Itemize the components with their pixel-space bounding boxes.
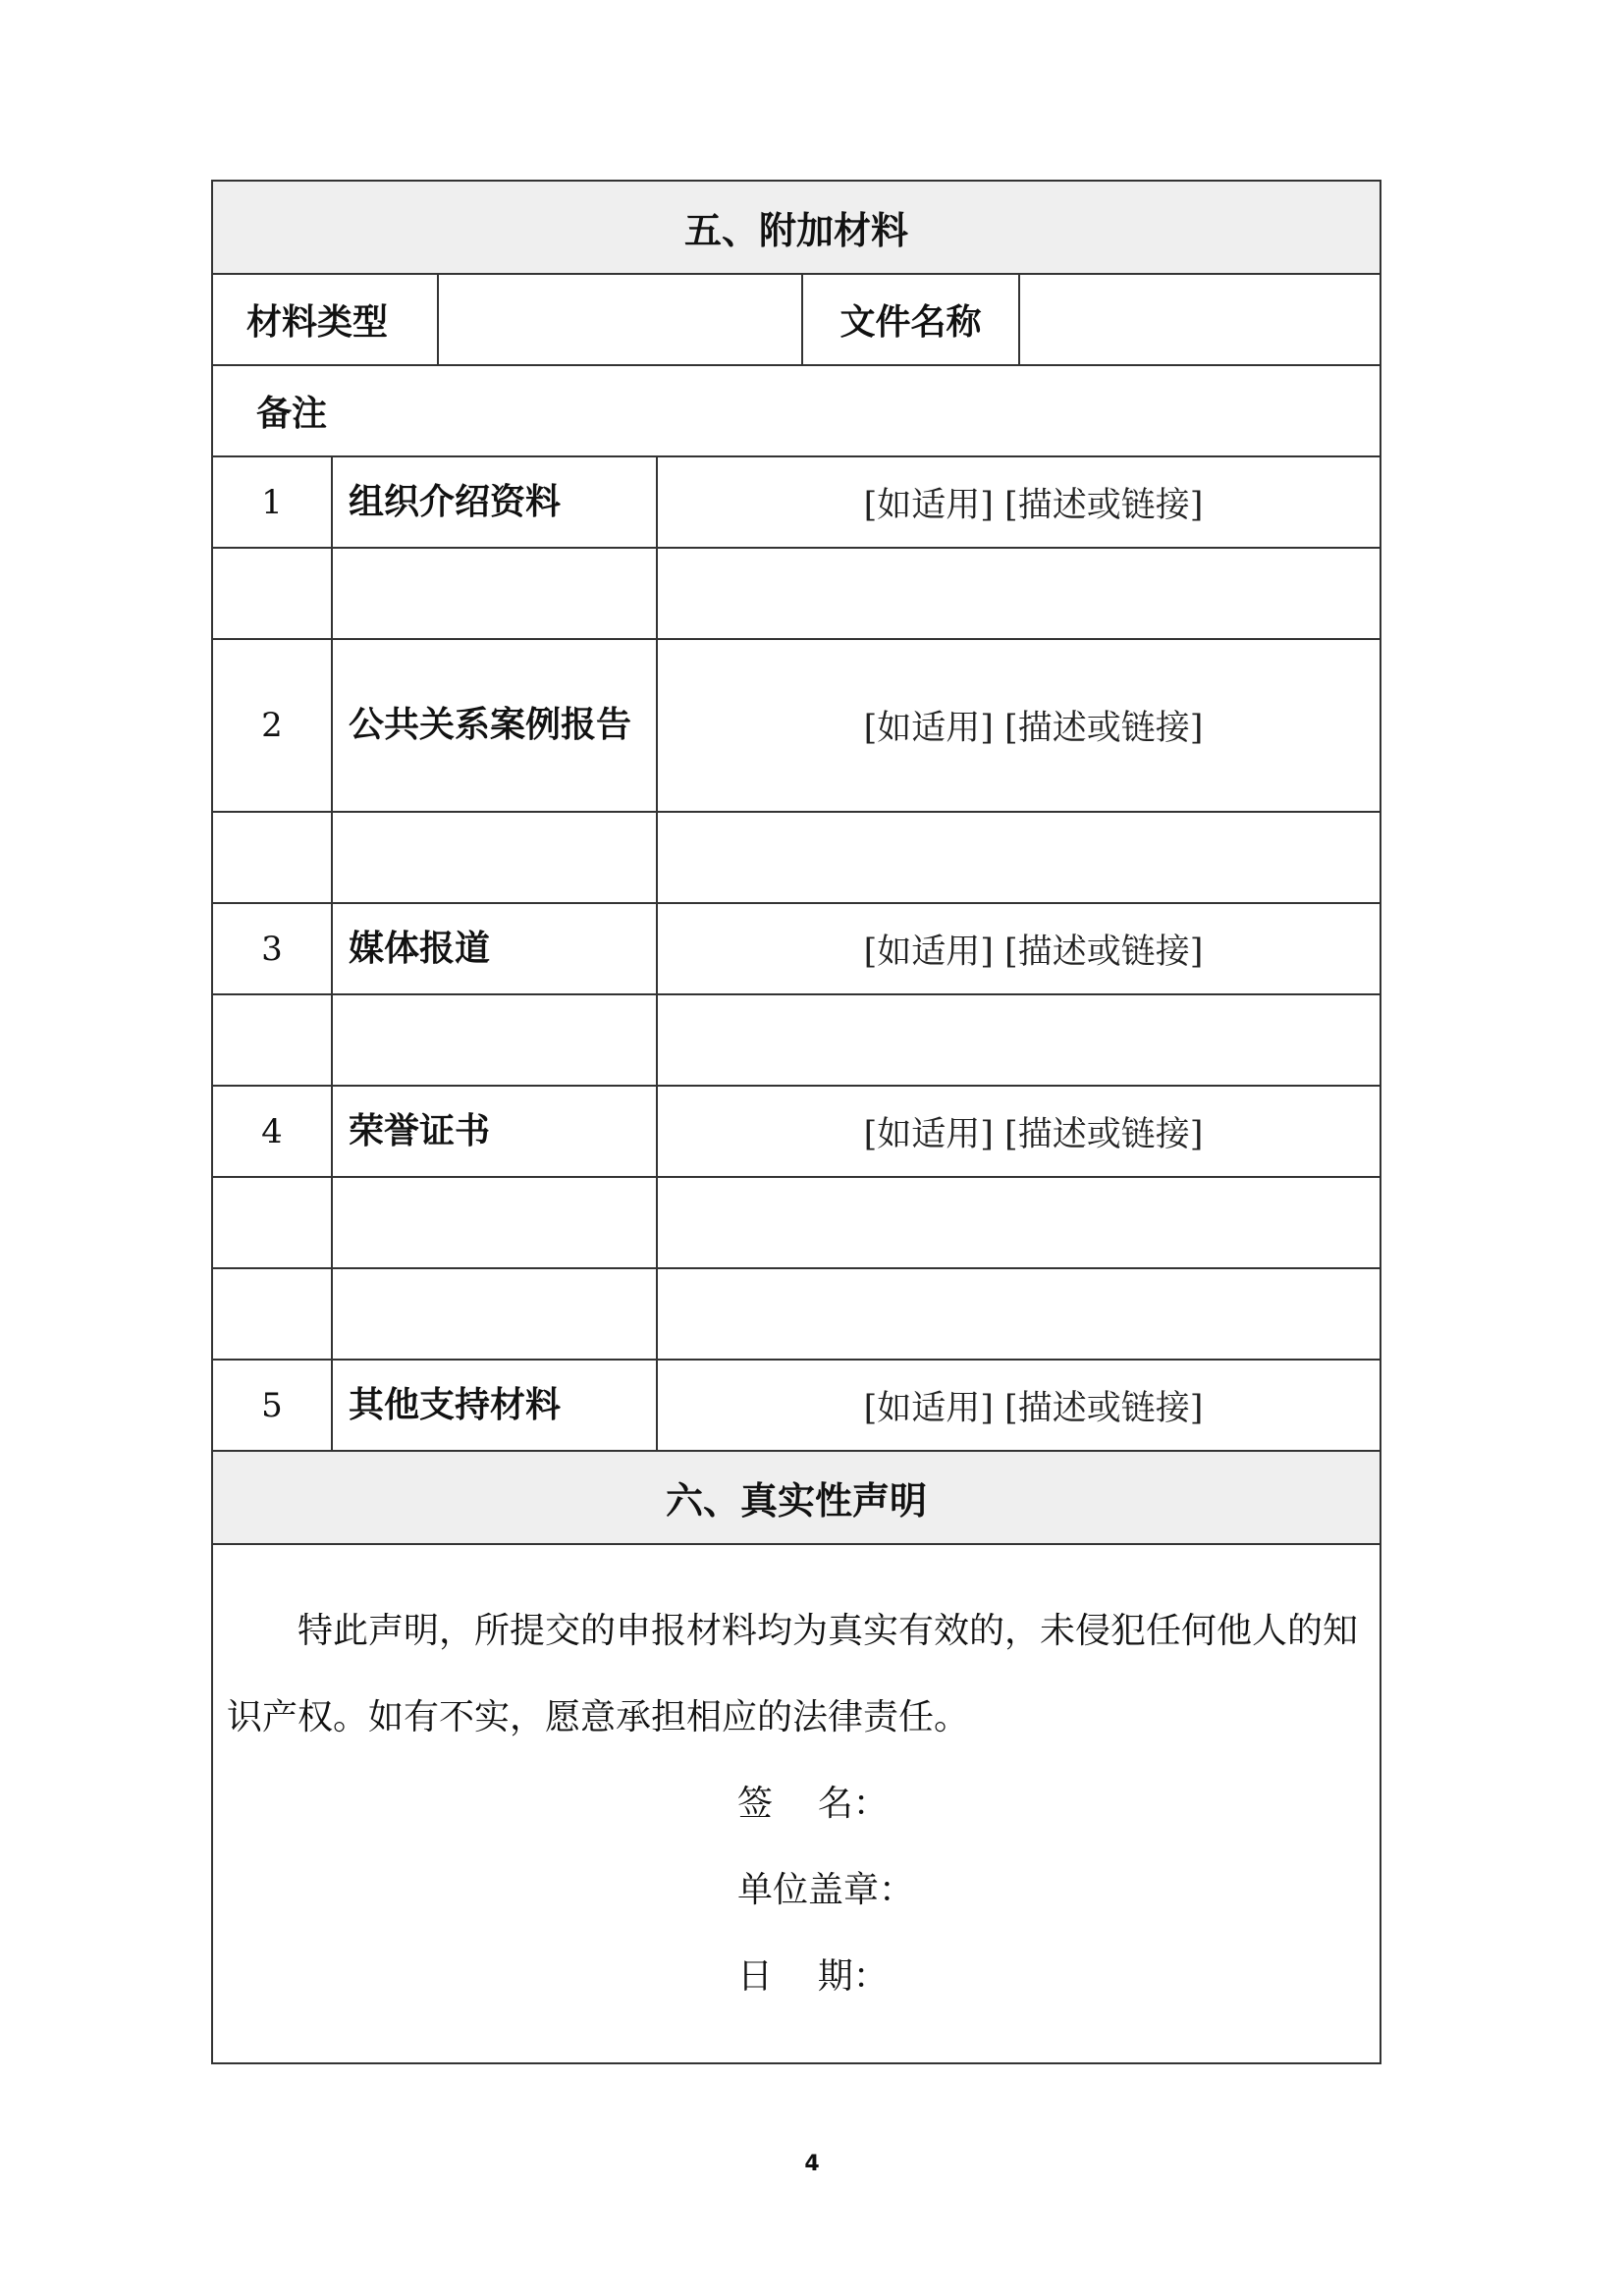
blank-name-cell[interactable] xyxy=(333,1178,658,1267)
material-type-label: 材料类型 xyxy=(213,275,439,364)
blank-number-cell xyxy=(213,813,333,902)
section6-title: 六、真实性声明 xyxy=(213,1452,1380,1543)
table-row xyxy=(213,904,1380,995)
item-name: 媒体报道 xyxy=(333,904,658,993)
blank-number-cell xyxy=(213,1269,333,1359)
remarks-row xyxy=(213,366,1380,457)
file-name-field[interactable] xyxy=(1020,275,1380,364)
file-name-label: 文件名称 xyxy=(803,275,1020,364)
seal-label: 单位盖章： xyxy=(737,1870,915,1910)
seal-line xyxy=(227,1847,1366,1934)
item-name: 公共关系案例报告 xyxy=(333,640,658,811)
blank-row xyxy=(213,995,1380,1087)
blank-name-cell[interactable] xyxy=(333,813,658,902)
material-info-row xyxy=(213,275,1380,366)
signature-line xyxy=(227,1761,1366,1847)
remarks-label: 备注 xyxy=(256,394,328,434)
item-description-field[interactable]: [如适用] [描述或链接] xyxy=(863,932,1204,972)
blank-row xyxy=(213,1269,1380,1361)
item-number: 4 xyxy=(213,1087,333,1176)
blank-description-cell[interactable] xyxy=(658,549,1380,638)
item-description-field[interactable]: [如适用] [描述或链接] xyxy=(863,709,1204,748)
blank-description-cell[interactable] xyxy=(658,1269,1380,1359)
table-row xyxy=(213,1087,1380,1178)
section6-header-row xyxy=(213,1452,1380,1545)
page-number: 4 xyxy=(804,2152,820,2176)
blank-row xyxy=(213,1178,1380,1269)
blank-number-cell xyxy=(213,549,333,638)
item-number: 2 xyxy=(213,640,333,811)
blank-description-cell[interactable] xyxy=(658,1178,1380,1267)
form-table xyxy=(211,180,1381,2064)
material-type-field[interactable] xyxy=(439,275,803,364)
item-name: 其他支持材料 xyxy=(333,1361,658,1450)
item-number: 3 xyxy=(213,904,333,993)
blank-number-cell xyxy=(213,995,333,1085)
item-name: 组织介绍资料 xyxy=(333,457,658,547)
item-name: 荣誉证书 xyxy=(333,1087,658,1176)
blank-description-cell[interactable] xyxy=(658,813,1380,902)
declaration-row xyxy=(213,1545,1380,2062)
item-description-field[interactable]: [如适用] [描述或链接] xyxy=(863,1388,1204,1428)
item-number: 5 xyxy=(213,1361,333,1450)
blank-name-cell[interactable] xyxy=(333,549,658,638)
date-label: 日 期： xyxy=(737,1956,889,1997)
section5-title: 五、附加材料 xyxy=(213,182,1380,273)
item-description-field[interactable]: [如适用] [描述或链接] xyxy=(863,485,1204,525)
blank-number-cell xyxy=(213,1178,333,1267)
blank-description-cell[interactable] xyxy=(658,995,1380,1085)
signature-label: 签 名： xyxy=(737,1784,889,1824)
table-row xyxy=(213,457,1380,549)
date-line xyxy=(227,1934,1366,2020)
item-description-field[interactable]: [如适用] [描述或链接] xyxy=(863,1114,1204,1154)
blank-name-cell[interactable] xyxy=(333,1269,658,1359)
section5-header-row xyxy=(213,182,1380,275)
table-row xyxy=(213,640,1380,813)
declaration-cell xyxy=(213,1545,1380,2062)
declaration-statement: 特此声明，所提交的申报材料均为真实有效的，未侵犯任何他人的知识产权。如有不实，愿意承担相应的法律责任。 xyxy=(227,1611,1359,1737)
blank-row xyxy=(213,549,1380,640)
item-number: 1 xyxy=(213,457,333,547)
blank-row xyxy=(213,813,1380,904)
table-row xyxy=(213,1361,1380,1452)
blank-name-cell[interactable] xyxy=(333,995,658,1085)
